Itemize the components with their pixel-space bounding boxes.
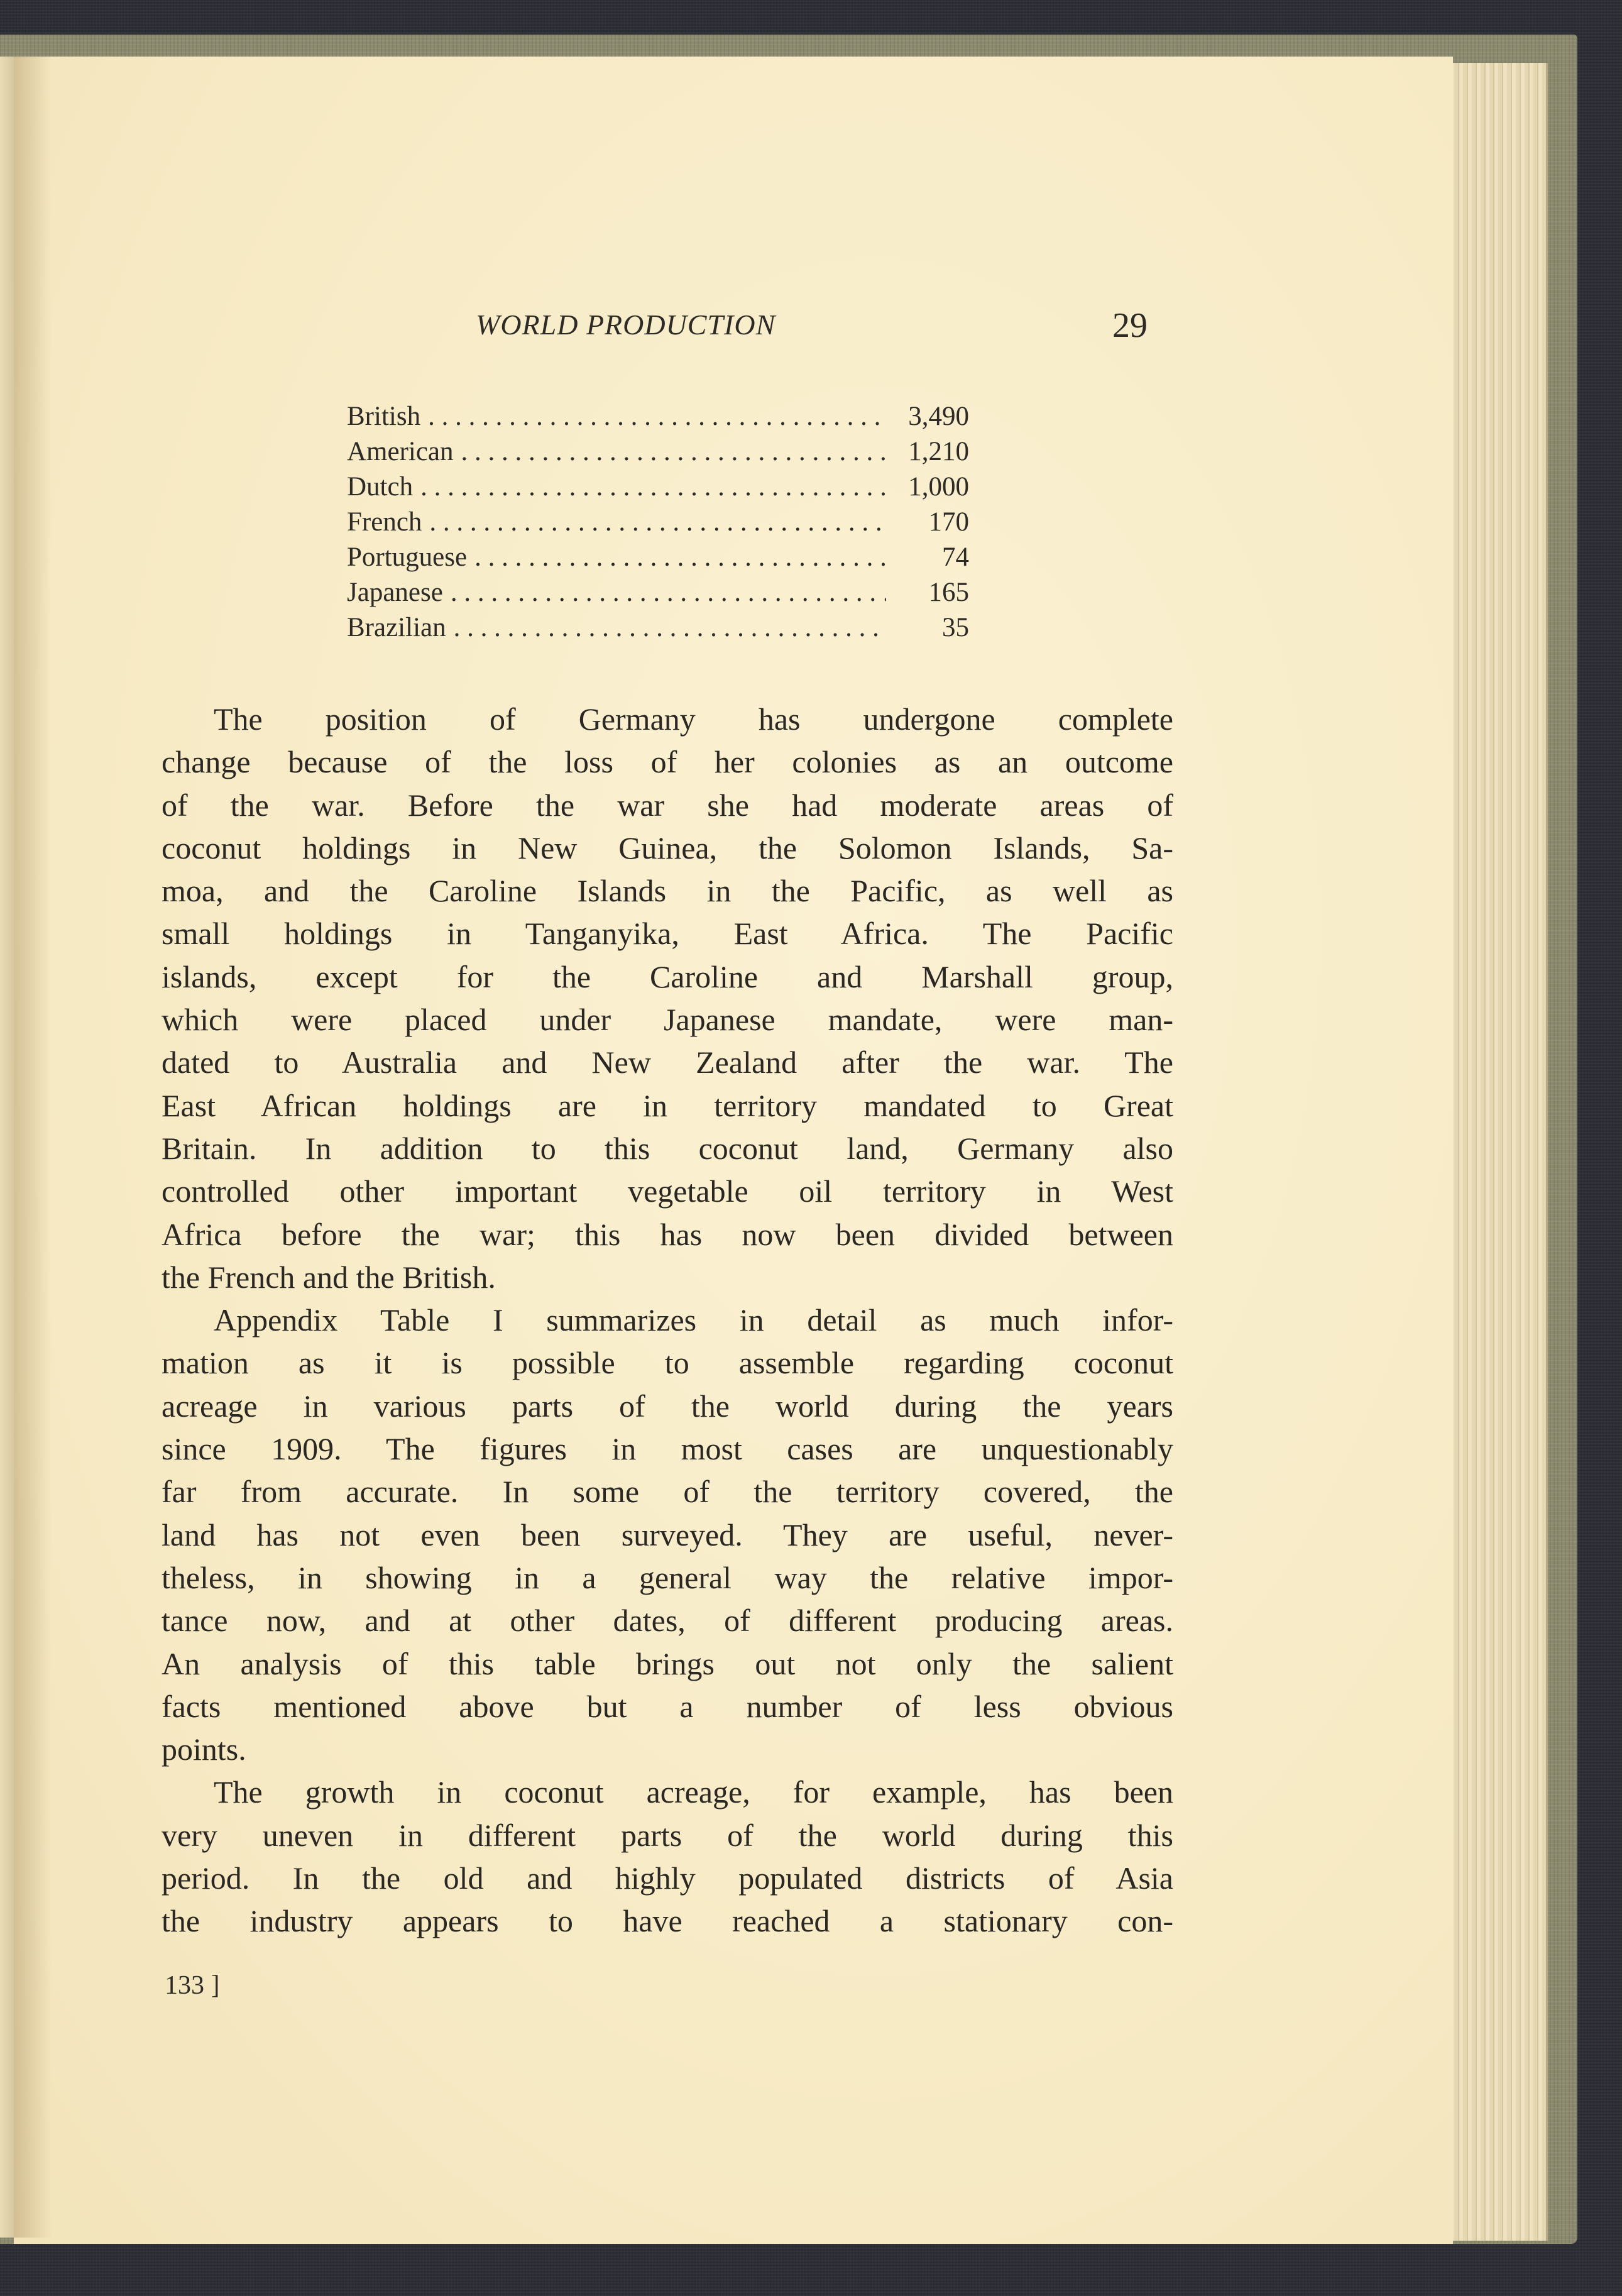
- table-row: [347, 399, 969, 434]
- text-line: points.: [162, 1732, 246, 1767]
- row-value: 3,490: [908, 402, 969, 431]
- text-line: mation as it is possible to assemble regarding coconut: [162, 1345, 1173, 1381]
- text-line: islands, except for the Caroline and Marshall group,: [162, 958, 1173, 994]
- text-line: dated to Australia and New Zealand after the war. The: [162, 1045, 1173, 1080]
- text-line: East African holdings are in territory mandated to Great: [162, 1087, 1173, 1123]
- row-label: Dutch: [347, 472, 414, 502]
- row-label: Portuguese: [347, 542, 468, 572]
- gutter-shadow: [14, 57, 52, 2238]
- dot-leader: [429, 505, 886, 540]
- text-line: The position of Germany has undergone complete: [214, 701, 1173, 737]
- row-label: American: [347, 437, 454, 466]
- dot-leader: [420, 470, 886, 505]
- text-line: period. In the old and highly populated districts of Asia: [162, 1860, 1173, 1896]
- running-title: WORLD PRODUCTION: [476, 309, 776, 341]
- dot-leader: [451, 575, 886, 610]
- text-line: The growth in coconut acreage, for example, has been: [214, 1774, 1173, 1810]
- nationality-table: [347, 399, 969, 645]
- text-line: small holdings in Tanganyika, East Africa. The Pacific: [162, 916, 1173, 952]
- text-line: tance now, and at other dates, of different producing areas.: [162, 1603, 1173, 1639]
- row-value: 165: [928, 578, 969, 607]
- text-line: coconut holdings in New Guinea, the Solomon Islands, Sa-: [162, 830, 1173, 865]
- text-line: the industry appears to have reached a stationary con-: [162, 1903, 1173, 1939]
- paragraph: [162, 698, 1173, 1299]
- text-line: since 1909. The figures in most cases are unquestionably: [162, 1431, 1173, 1467]
- text-line: the French and the British.: [162, 1259, 496, 1295]
- table-row: [347, 434, 969, 470]
- dot-leader: [461, 434, 886, 470]
- text-line: far from accurate. In some of the territory covered, the: [162, 1474, 1173, 1510]
- row-label: British: [347, 402, 421, 431]
- table-row: [347, 505, 969, 540]
- text-line: change because of the loss of her colonies as an outcome: [162, 744, 1173, 780]
- table-row: [347, 470, 969, 505]
- dot-leader: [428, 399, 886, 434]
- text-line: of the war. Before the war she had moderate areas of: [162, 787, 1173, 823]
- body-text: [162, 698, 1173, 1943]
- row-value: 74: [942, 542, 969, 572]
- page-number: 29: [1112, 306, 1148, 345]
- text-line: facts mentioned above but a number of less obvious: [162, 1688, 1173, 1724]
- row-label: French: [347, 507, 422, 537]
- dot-leader: [474, 540, 886, 575]
- row-value: 1,000: [908, 472, 969, 502]
- table-row: [347, 540, 969, 575]
- paragraph: [162, 1299, 1173, 1771]
- table-row: [347, 575, 969, 610]
- row-value: 35: [942, 613, 969, 642]
- table-row: [347, 610, 969, 645]
- dot-leader: [454, 610, 886, 645]
- row-label: Brazilian: [347, 613, 446, 642]
- paragraph: [162, 1771, 1173, 1942]
- facing-page-edge: [0, 57, 14, 2238]
- book-page: [14, 57, 1453, 2244]
- text-line: land has not even been surveyed. They are useful, never-: [162, 1517, 1173, 1552]
- text-line: Appendix Table I summarizes in detail as much infor-: [214, 1302, 1173, 1338]
- text-line: Britain. In addition to this coconut land, Germany also: [162, 1130, 1173, 1166]
- row-value: 1,210: [908, 437, 969, 466]
- row-label: Japanese: [347, 578, 443, 607]
- text-line: theless, in showing in a general way the relative impor-: [162, 1559, 1173, 1595]
- text-line: which were placed under Japanese mandate, were man-: [162, 1002, 1173, 1038]
- row-value: 170: [928, 507, 969, 537]
- folio: 133 ]: [165, 1971, 220, 2000]
- text-line: very uneven in different parts of the world during this: [162, 1817, 1173, 1853]
- text-line: An analysis of this table brings out not only the salient: [162, 1645, 1173, 1681]
- page-block-edges: [1445, 63, 1548, 2241]
- text-line: acreage in various parts of the world during the years: [162, 1388, 1173, 1424]
- text-line: controlled other important vegetable oil territory in West: [162, 1173, 1173, 1209]
- text-line: moa, and the Caroline Islands in the Pacific, as well as: [162, 873, 1173, 909]
- text-line: Africa before the war; this has now been divided between: [162, 1216, 1173, 1252]
